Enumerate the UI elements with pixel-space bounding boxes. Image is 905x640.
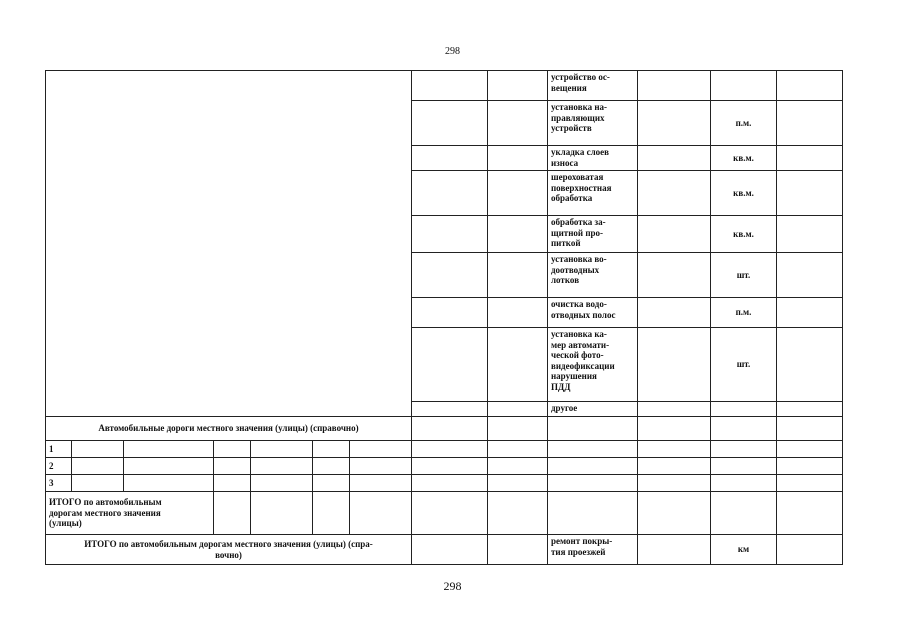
table-cell [488,328,548,402]
work-unit: км [711,535,777,565]
work-unit: кв.м. [711,146,777,171]
work-name: установка ка- мер автомати- ческой фото- видеофиксации нарушения ПДД [548,328,638,402]
table-cell [777,458,843,475]
table-cell [412,216,488,253]
work-row [46,71,843,101]
table-cell [488,101,548,146]
table-cell [548,417,638,441]
table-cell [638,441,711,458]
work-name: обработка за- щитной про- питкой [548,216,638,253]
table-cell [72,441,124,458]
table-cell [488,417,548,441]
table-cell [350,458,412,475]
table-cell [412,253,488,298]
table-cell [488,253,548,298]
table-cell [777,417,843,441]
table-cell [124,441,214,458]
page-number-bottom: 298 [443,579,462,593]
table-cell [313,458,350,475]
table-cell [638,101,711,146]
table-cell [777,298,843,328]
table-cell [777,402,843,417]
table-cell [488,458,548,475]
section-title: Автомобильные дороги местного значения (улицы) (справочно) [46,417,412,441]
table-cell [548,458,638,475]
work-unit: шт. [711,253,777,298]
table-cell [350,475,412,492]
table-cell [777,101,843,146]
work-name: ремонт покры- тия проезжей [548,535,638,565]
table-cell [711,492,777,535]
table-cell [412,71,488,101]
table-cell [251,441,313,458]
table-cell [711,475,777,492]
work-unit: п.м. [711,298,777,328]
table-cell [251,458,313,475]
table-cell [638,475,711,492]
table-cell [350,492,412,535]
table-cell [777,475,843,492]
table-cell [412,328,488,402]
table-cell [412,458,488,475]
table-cell [412,402,488,417]
table-cell [638,216,711,253]
table-cell [548,475,638,492]
work-name: установка на- правляющих устройств [548,101,638,146]
work-name: устройство ос- вещения [548,71,638,101]
table-cell [777,492,843,535]
table-cell [711,417,777,441]
work-unit [711,71,777,101]
table-cell [251,475,313,492]
work-unit: кв.м. [711,216,777,253]
table-cell [488,216,548,253]
table-cell [638,71,711,101]
table-cell [313,441,350,458]
table-cell [350,441,412,458]
table-cell [638,417,711,441]
table-cell [214,492,251,535]
table-cell [638,328,711,402]
table-cell [777,71,843,101]
table-cell [412,475,488,492]
table-cell [412,441,488,458]
table-cell [488,535,548,565]
table-cell [488,441,548,458]
page-number-top: 298 [445,46,460,57]
table-cell [638,171,711,216]
total-label: ИТОГО по автомобильным дорогам местного значения (улицы) (спра- вочно) [46,535,412,565]
row-number: 3 [46,475,72,492]
numbered-row [46,458,843,475]
table-cell [313,492,350,535]
total-row [46,535,843,565]
table-cell [488,171,548,216]
table-cell [777,146,843,171]
table-cell [488,71,548,101]
table-cell [72,458,124,475]
table-cell [638,298,711,328]
table-cell [488,298,548,328]
numbered-row [46,475,843,492]
table-cell [412,146,488,171]
table-cell [72,475,124,492]
work-name: укладка слоев износа [548,146,638,171]
table-cell [412,535,488,565]
table-cell [777,535,843,565]
table-cell [214,441,251,458]
table-cell [488,402,548,417]
table-cell [548,492,638,535]
table-cell [777,441,843,458]
subtotal-row [46,492,843,535]
table-cell [638,492,711,535]
table-cell [412,171,488,216]
work-name: очистка водо- отводных полос [548,298,638,328]
table-cell [777,216,843,253]
work-name: шероховатая поверхностная обработка [548,171,638,216]
table-cell [548,441,638,458]
table-cell [313,475,350,492]
row-number: 1 [46,441,72,458]
table-cell [412,417,488,441]
table-cell [638,146,711,171]
table-cell [214,475,251,492]
section-row [46,417,843,441]
table-cell [638,458,711,475]
row-number: 2 [46,458,72,475]
table-cell [214,458,251,475]
numbered-row [46,441,843,458]
subtotal-label: ИТОГО по автомобильным дорогам местного значения (улицы) [46,492,214,535]
work-unit: кв.м. [711,171,777,216]
table-cell [412,101,488,146]
table-cell [251,492,313,535]
table-cell [124,458,214,475]
table-cell [777,328,843,402]
table-cell [412,298,488,328]
work-name: установка во- доотводных лотков [548,253,638,298]
table-cell [711,458,777,475]
table-cell [488,475,548,492]
work-unit: п.м. [711,101,777,146]
table-cell [777,171,843,216]
merged-blank-cell [46,71,412,417]
work-name: другое [548,402,638,417]
table-cell [638,402,711,417]
work-unit: шт. [711,328,777,402]
table-cell [488,492,548,535]
table-cell [412,492,488,535]
table-cell [488,146,548,171]
work-unit [711,402,777,417]
report-table [45,70,843,565]
table-cell [638,535,711,565]
table-cell [711,441,777,458]
table-cell [124,475,214,492]
table-cell [777,253,843,298]
table-cell [638,253,711,298]
